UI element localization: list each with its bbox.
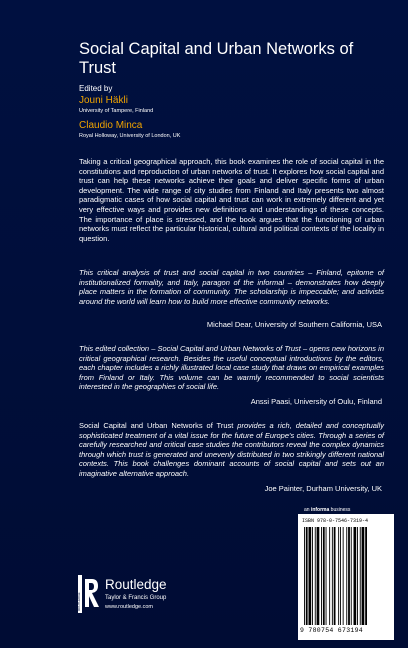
barcode-bar xyxy=(340,527,341,625)
barcode-bar xyxy=(343,527,344,625)
review-author: Michael Dear, University of Southern California, USA xyxy=(206,320,382,329)
barcode-bar xyxy=(357,527,358,625)
editor-affiliation: Royal Holloway, University of London, UK xyxy=(79,133,181,139)
editor-affiliation: University of Tampere, Finland xyxy=(79,108,154,114)
barcode-bar xyxy=(360,527,361,625)
editor-name: Jouni Häkli xyxy=(79,95,128,106)
informa-brand: informa xyxy=(310,507,330,513)
barcode-bar xyxy=(306,527,308,625)
review-text xyxy=(79,421,384,479)
informa-suffix: business xyxy=(329,507,351,513)
barcode-bar xyxy=(351,527,352,625)
barcode-bar xyxy=(346,527,347,625)
barcode-bar xyxy=(326,527,327,625)
barcode-bars xyxy=(304,527,388,625)
barcode-bar xyxy=(348,527,350,625)
publisher-url[interactable]: www.routledge.com xyxy=(105,604,153,610)
review-body: provides a rich, detailed and conceptually sophisticated treatment of a vital issue for the future of Europe's cities. Through a series of carefully researched and critical case studies the contributors reveal the complex dynamics through which trust is generated and unevenly distributed in two strikingly different national contexts. This book challenges dominant accounts of social capital and sets out an imaginative alternative approach. xyxy=(79,421,384,478)
review-text: This edited collection – Social Capital and Urban Networks of Trust – opens new horizons in critical geographical research. Besides the useful conceptual introductions by the editors, each chapter includes a richly illustrated local case study that draws on empirical examples from Finland or Italy. This volume can be warmly recommended to social scientists interested in the geographies of social life. xyxy=(79,344,384,392)
isbn-text: ISBN 978-0-7546-7319-4 xyxy=(302,518,369,524)
review-author: Anssi Paasi, University of Oulu, Finland xyxy=(250,397,382,406)
barcode-bar xyxy=(323,527,325,625)
barcode-bar xyxy=(309,527,312,625)
isbn-barcode xyxy=(298,514,394,640)
barcode-bar xyxy=(317,527,320,625)
edited-by-label: Edited by xyxy=(79,84,113,93)
barcode-bar xyxy=(338,527,339,625)
barcode-number: 9 780754 673194 xyxy=(300,627,364,634)
barcode-bar xyxy=(321,527,322,625)
barcode-bar xyxy=(315,527,316,625)
logo-spine-text: ROUTLEDGE xyxy=(77,592,81,611)
informa-business-label xyxy=(304,507,350,513)
book-title: Social Capital and Urban Networks of Trust xyxy=(79,40,354,77)
editor-name: Claudio Minca xyxy=(79,120,143,131)
review-book-title: Social Capital and Urban Networks of Trust xyxy=(79,421,234,430)
barcode-bar xyxy=(365,527,367,625)
barcode-bar xyxy=(362,527,365,625)
informa-prefix: an xyxy=(304,507,311,513)
barcode-bar xyxy=(304,527,305,625)
publisher-group: Taylor & Francis Group xyxy=(105,595,167,601)
barcode-bar xyxy=(354,527,357,625)
routledge-logo-icon xyxy=(78,575,100,613)
review-author: Joe Painter, Durham University, UK xyxy=(264,484,382,493)
barcode-bar xyxy=(332,527,333,625)
book-description: Taking a critical geographical approach, this book examines the role of social capital in the constitutions and reproduction of urban networks of trust. It explores how social capital and trust can help these networks achieve their goals and deliver specific forms of urban development. The wide range of city studies from Finland and Italy presents two almost paradigmatic cases of how social capital and trust can work in extremely different and yet very effective ways and provides new definitions and understandings of these concepts. The importance of place is stressed, and the book argues that the functioning of urban networks must reflect the particular historical, cultural and political contexts of the locality in question. xyxy=(79,157,384,243)
barcode-bar xyxy=(329,527,330,625)
barcode-bar xyxy=(312,527,313,625)
review-text: This critical analysis of trust and social capital in two countries – Finland, epitome of institutionalized formality, and Italy, paragon of the informal – demonstrates how deeply place matters in the formation of community. The scholarship is impeccable; and activists around the world will learn how to build more effective community networks. xyxy=(79,268,384,306)
barcode-bar xyxy=(334,527,336,625)
publisher-name: Routledge xyxy=(105,577,167,592)
